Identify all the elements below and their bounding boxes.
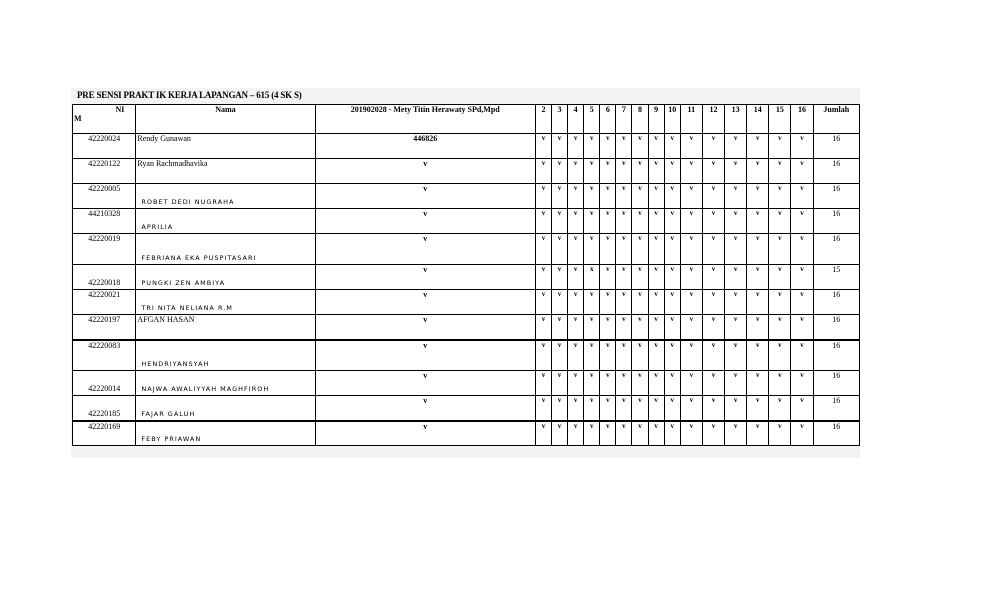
session-mark: v — [747, 421, 769, 446]
lecturer-check: v — [315, 371, 535, 396]
session-mark: v — [632, 396, 648, 421]
session-mark: v — [552, 209, 568, 234]
student-nim: 42220169 — [73, 421, 136, 446]
session-mark: v — [535, 421, 551, 446]
student-nim: 42220024 — [73, 134, 136, 159]
session-mark: v — [552, 371, 568, 396]
student-nim: 42220197 — [73, 315, 136, 340]
session-mark: v — [725, 290, 747, 315]
table-body — [73, 134, 860, 446]
session-mark: v — [769, 421, 791, 446]
session-mark: v — [747, 209, 769, 234]
session-mark: v — [568, 290, 584, 315]
attendance-total: 16 — [813, 234, 859, 265]
attendance-table — [72, 104, 860, 446]
session-mark: v — [648, 159, 664, 184]
table-row — [73, 184, 860, 209]
student-name: Ryan Rachmadhavika — [137, 159, 208, 168]
attendance-total: 16 — [813, 340, 859, 371]
student-name-cell — [136, 290, 315, 315]
session-mark: v — [791, 209, 813, 234]
session-mark: v — [725, 371, 747, 396]
session-mark: v — [648, 421, 664, 446]
table-row — [73, 340, 860, 371]
session-mark: v — [791, 134, 813, 159]
session-mark: v — [680, 315, 702, 340]
session-mark: v — [568, 234, 584, 265]
session-mark: v — [552, 340, 568, 371]
session-mark: v — [680, 396, 702, 421]
session-mark: v — [725, 159, 747, 184]
session-mark: v — [725, 134, 747, 159]
session-mark: v — [702, 421, 724, 446]
header-name: Nama — [136, 105, 315, 134]
session-mark: v — [664, 184, 680, 209]
session-mark: v — [600, 340, 616, 371]
session-mark: v — [664, 234, 680, 265]
header-nim-line1: NI — [115, 105, 125, 114]
header-session-12: 12 — [702, 105, 724, 134]
student-name-cell — [136, 421, 315, 446]
student-nim: 42220018 — [73, 265, 136, 290]
session-mark: v — [535, 234, 551, 265]
session-mark: v — [769, 315, 791, 340]
session-mark: v — [702, 290, 724, 315]
session-mark: v — [616, 134, 632, 159]
table-row — [73, 234, 860, 265]
session-mark: v — [584, 134, 600, 159]
header-total: Jumlah — [813, 105, 859, 134]
session-mark: v — [702, 134, 724, 159]
lecturer-check: v — [315, 421, 535, 446]
session-mark: v — [632, 340, 648, 371]
header-session-6: 6 — [600, 105, 616, 134]
session-mark: v — [535, 134, 551, 159]
document-title: PRE SENSI PRAKT IK KERJA LAPANGAN – 615 (4 SK S) — [77, 90, 302, 100]
table-row — [73, 159, 860, 184]
session-mark: v — [747, 159, 769, 184]
student-name: PUNGKI ZEN AMBIYA — [141, 279, 226, 287]
attendance-total: 16 — [813, 184, 859, 209]
attendance-total: 16 — [813, 134, 859, 159]
table-row — [73, 290, 860, 315]
table-row — [73, 315, 860, 340]
student-name-cell — [136, 159, 315, 184]
session-mark: v — [632, 421, 648, 446]
session-mark: v — [568, 371, 584, 396]
header-session-13: 13 — [725, 105, 747, 134]
session-mark: v — [791, 340, 813, 371]
session-mark: v — [535, 340, 551, 371]
session-mark: v — [725, 421, 747, 446]
student-name: AFGAN HASAN — [137, 315, 195, 324]
session-mark: v — [702, 396, 724, 421]
session-mark: v — [552, 290, 568, 315]
student-name-cell — [136, 315, 315, 340]
session-mark: v — [568, 396, 584, 421]
session-mark: v — [648, 209, 664, 234]
session-mark: v — [791, 184, 813, 209]
table-row — [73, 421, 860, 446]
session-mark: v — [680, 290, 702, 315]
session-mark: v — [769, 396, 791, 421]
session-mark: v — [632, 209, 648, 234]
session-mark: v — [664, 290, 680, 315]
header-session-10: 10 — [664, 105, 680, 134]
lecturer-check: v — [315, 209, 535, 234]
header-session-3: 3 — [552, 105, 568, 134]
session-mark: v — [616, 209, 632, 234]
session-mark: v — [535, 315, 551, 340]
session-mark: v — [568, 209, 584, 234]
student-name: FAJAR GALUH — [141, 409, 196, 418]
student-name: NAJWA AWALIYYAH MAGHFIROH — [141, 385, 270, 393]
student-name-cell — [136, 234, 315, 265]
header-row — [73, 105, 860, 134]
session-mark: v — [664, 421, 680, 446]
session-mark: v — [769, 340, 791, 371]
attendance-total: 15 — [813, 265, 859, 290]
session-mark: v — [664, 371, 680, 396]
student-name-cell — [136, 396, 315, 421]
lecturer-check: v — [315, 159, 535, 184]
attendance-total: 16 — [813, 396, 859, 421]
session-mark: v — [664, 134, 680, 159]
table-row — [73, 371, 860, 396]
session-mark: v — [702, 209, 724, 234]
session-mark: v — [616, 340, 632, 371]
session-mark: v — [632, 234, 648, 265]
header-session-15: 15 — [769, 105, 791, 134]
session-mark: v — [616, 371, 632, 396]
header-session-9: 9 — [648, 105, 664, 134]
student-name: APRILIA — [141, 223, 174, 231]
session-mark: v — [791, 234, 813, 265]
session-mark: v — [584, 184, 600, 209]
session-mark: v — [791, 265, 813, 290]
lecturer-check: v — [315, 184, 535, 209]
session-mark: v — [616, 315, 632, 340]
session-mark: v — [616, 265, 632, 290]
table-row — [73, 134, 860, 159]
session-mark: v — [648, 340, 664, 371]
session-mark: v — [747, 265, 769, 290]
header-session-2: 2 — [535, 105, 551, 134]
session-mark: v — [702, 315, 724, 340]
session-mark: v — [747, 340, 769, 371]
table-row — [73, 396, 860, 421]
session-mark: v — [568, 184, 584, 209]
session-mark: v — [664, 396, 680, 421]
session-mark: v — [648, 234, 664, 265]
session-mark: v — [664, 265, 680, 290]
session-mark: v — [600, 421, 616, 446]
student-name-cell — [136, 134, 315, 159]
student-name: Rendy Gunawan — [137, 134, 191, 143]
header-session-11: 11 — [680, 105, 702, 134]
session-mark: v — [702, 184, 724, 209]
session-mark: v — [648, 184, 664, 209]
session-mark: v — [600, 315, 616, 340]
session-mark: v — [632, 315, 648, 340]
session-mark: v — [680, 184, 702, 209]
session-mark: v — [535, 396, 551, 421]
session-mark: v — [648, 371, 664, 396]
session-mark: v — [702, 234, 724, 265]
student-nim: 42220014 — [73, 371, 136, 396]
session-mark: v — [535, 371, 551, 396]
student-name-cell — [136, 184, 315, 209]
session-mark: v — [616, 234, 632, 265]
session-mark: v — [769, 134, 791, 159]
session-mark: v — [680, 421, 702, 446]
session-mark: v — [747, 371, 769, 396]
session-mark: v — [568, 159, 584, 184]
session-mark: v — [535, 159, 551, 184]
student-nim: 42220083 — [73, 340, 136, 371]
session-mark: v — [680, 209, 702, 234]
session-mark: v — [791, 396, 813, 421]
session-mark: v — [584, 315, 600, 340]
session-mark: v — [680, 340, 702, 371]
session-mark: v — [535, 265, 551, 290]
session-mark: v — [552, 315, 568, 340]
session-mark: v — [648, 290, 664, 315]
session-mark: v — [616, 290, 632, 315]
session-mark: v — [747, 396, 769, 421]
session-mark: v — [664, 209, 680, 234]
student-name-cell — [136, 265, 315, 290]
session-mark: v — [664, 315, 680, 340]
attendance-total: 16 — [813, 290, 859, 315]
session-mark: v — [535, 209, 551, 234]
table-header — [73, 105, 860, 134]
session-mark: v — [584, 371, 600, 396]
session-mark: v — [552, 134, 568, 159]
lecturer-check: v — [315, 315, 535, 340]
session-mark: v — [600, 396, 616, 421]
session-mark: v — [664, 340, 680, 371]
student-nim: 42220019 — [73, 234, 136, 265]
session-mark: v — [600, 159, 616, 184]
header-nim-line2: M — [74, 114, 82, 123]
session-mark: v — [632, 371, 648, 396]
session-mark: v — [535, 184, 551, 209]
session-mark: v — [552, 159, 568, 184]
attendance-total: 16 — [813, 159, 859, 184]
session-mark: v — [600, 209, 616, 234]
session-mark: v — [552, 234, 568, 265]
attendance-total: 16 — [813, 209, 859, 234]
session-mark: v — [552, 396, 568, 421]
session-mark: v — [725, 234, 747, 265]
session-mark: v — [725, 340, 747, 371]
student-name-cell — [136, 209, 315, 234]
session-mark: v — [632, 184, 648, 209]
attendance-total: 16 — [813, 371, 859, 396]
session-mark: v — [632, 290, 648, 315]
student-nim: 44210328 — [73, 209, 136, 234]
session-mark: v — [747, 234, 769, 265]
session-mark: v — [616, 184, 632, 209]
session-mark: v — [584, 209, 600, 234]
session-mark: v — [680, 134, 702, 159]
session-mark: v — [600, 184, 616, 209]
session-mark: v — [702, 340, 724, 371]
session-mark: v — [600, 290, 616, 315]
session-mark: v — [791, 315, 813, 340]
student-nim: 42220122 — [73, 159, 136, 184]
session-mark: v — [680, 265, 702, 290]
session-mark: v — [568, 421, 584, 446]
session-mark: v — [632, 159, 648, 184]
student-name: FEBY PRIAWAN — [141, 435, 202, 443]
student-nim: 42220005 — [73, 184, 136, 209]
session-mark: v — [769, 290, 791, 315]
session-mark: v — [791, 159, 813, 184]
session-mark: v — [632, 265, 648, 290]
session-mark: v — [584, 396, 600, 421]
session-mark: v — [725, 396, 747, 421]
session-mark: v — [702, 371, 724, 396]
session-mark: v — [664, 159, 680, 184]
session-mark: v — [769, 184, 791, 209]
header-lecturer: 201902028 - Mety Titin Herawaty SPd,Mpd — [315, 105, 535, 134]
attendance-total: 16 — [813, 421, 859, 446]
session-mark: v — [747, 290, 769, 315]
session-mark: v — [535, 290, 551, 315]
header-session-16: 16 — [791, 105, 813, 134]
session-mark: v — [747, 184, 769, 209]
header-session-14: 14 — [747, 105, 769, 134]
session-mark: v — [769, 159, 791, 184]
session-mark: v — [568, 340, 584, 371]
session-mark: v — [702, 159, 724, 184]
session-mark: v — [769, 371, 791, 396]
student-name: HENDRIYANSYAH — [141, 360, 210, 368]
session-mark: v — [584, 159, 600, 184]
header-session-7: 7 — [616, 105, 632, 134]
student-name-cell — [136, 340, 315, 371]
session-mark: v — [584, 290, 600, 315]
session-mark: v — [600, 234, 616, 265]
session-mark: v — [648, 134, 664, 159]
session-mark: v — [702, 265, 724, 290]
header-session-4: 4 — [568, 105, 584, 134]
table-row — [73, 209, 860, 234]
session-mark: v — [791, 371, 813, 396]
student-name-cell — [136, 371, 315, 396]
session-mark: v — [725, 265, 747, 290]
student-nim: 42220021 — [73, 290, 136, 315]
session-mark: v — [552, 184, 568, 209]
session-mark: v — [552, 265, 568, 290]
session-mark: v — [725, 209, 747, 234]
lecturer-check: v — [315, 396, 535, 421]
session-mark: v — [568, 134, 584, 159]
session-mark: v — [568, 315, 584, 340]
header-session-5: 5 — [584, 105, 600, 134]
session-mark: v — [680, 371, 702, 396]
lecturer-check: 446826 — [315, 134, 535, 159]
student-name: TRI NITA NELIANA R.M — [141, 304, 233, 312]
session-mark: v — [600, 134, 616, 159]
session-mark: v — [769, 234, 791, 265]
student-name: FEBRIANA EKA PUSPITASARI — [141, 254, 257, 262]
session-mark: v — [747, 134, 769, 159]
session-mark: v — [616, 421, 632, 446]
session-mark: v — [769, 265, 791, 290]
lecturer-check: v — [315, 234, 535, 265]
attendance-total: 16 — [813, 315, 859, 340]
session-mark: v — [600, 371, 616, 396]
student-name: ROBET DEDI NUGRAHA — [141, 198, 235, 206]
session-mark: v — [584, 340, 600, 371]
session-mark: x — [584, 265, 600, 290]
session-mark: v — [747, 315, 769, 340]
student-nim: 42220185 — [73, 396, 136, 421]
session-mark: v — [568, 265, 584, 290]
header-session-8: 8 — [632, 105, 648, 134]
session-mark: v — [791, 421, 813, 446]
session-mark: v — [584, 234, 600, 265]
lecturer-check: v — [315, 290, 535, 315]
table-row — [73, 265, 860, 290]
session-mark: v — [616, 396, 632, 421]
session-mark: v — [680, 234, 702, 265]
lecturer-check: v — [315, 265, 535, 290]
session-mark: v — [552, 421, 568, 446]
session-mark: v — [769, 209, 791, 234]
session-mark: v — [791, 290, 813, 315]
session-mark: v — [584, 421, 600, 446]
session-mark: v — [600, 265, 616, 290]
session-mark: v — [616, 159, 632, 184]
session-mark: v — [648, 396, 664, 421]
session-mark: v — [632, 134, 648, 159]
session-mark: v — [648, 265, 664, 290]
session-mark: v — [725, 184, 747, 209]
session-mark: v — [648, 315, 664, 340]
header-nim — [73, 105, 136, 134]
session-mark: v — [680, 159, 702, 184]
session-mark: v — [725, 315, 747, 340]
lecturer-check: v — [315, 340, 535, 371]
